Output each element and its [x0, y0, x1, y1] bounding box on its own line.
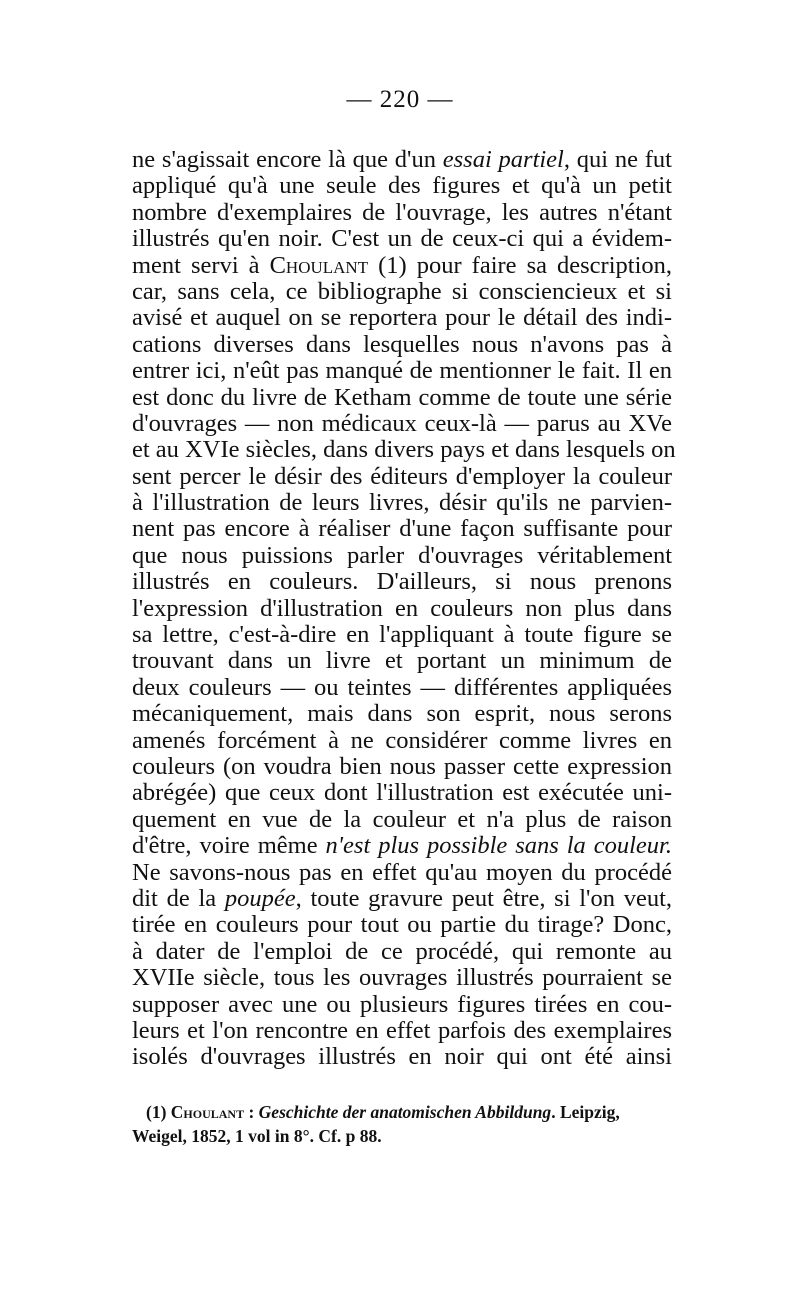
text-segment: et au XVIe siècles, dans divers pays et dans lesquels on	[132, 436, 676, 464]
text-segment: à l'illustration de leurs livres, désir qu'ils ne parvien-	[132, 489, 672, 517]
text-line	[132, 622, 672, 648]
text-line	[132, 596, 672, 622]
text-line	[132, 411, 672, 437]
text-segment: deux couleurs — ou teintes — différentes appliquées	[132, 673, 672, 701]
text-line	[132, 464, 672, 490]
text-segment: sa lettre, c'est-à-dire en l'appliquant à toute figure se	[132, 621, 672, 649]
text-line	[132, 385, 672, 411]
text-line	[132, 912, 672, 938]
text-segment: que nous puissions parler d'ouvrages véritablement	[132, 541, 672, 569]
text-segment: ne s'agissait encore là que d'un	[132, 146, 443, 173]
text-segment: illustrés en couleurs. D'ailleurs, si nous prenons	[132, 568, 672, 596]
text-segment: poupée	[224, 884, 296, 912]
body-text	[132, 146, 676, 1071]
text-segment: sent percer le désir des éditeurs d'employer la couleur	[132, 462, 672, 490]
text-line	[132, 516, 672, 542]
footnote-line	[132, 1124, 672, 1148]
text-line	[132, 147, 672, 173]
footnote-line	[132, 1100, 672, 1124]
text-segment: trouvant dans un livre et portant un minimum de	[132, 647, 672, 675]
text-segment: appliqué qu'à une seule des figures et qu'à un petit	[132, 172, 672, 200]
text-line	[132, 992, 672, 1018]
text-segment: Weigel, 1852, 1 vol in 8°. Cf. p 88.	[132, 1126, 382, 1146]
text-line	[132, 305, 672, 331]
text-line	[132, 200, 672, 226]
text-line	[132, 226, 672, 252]
text-line	[132, 543, 672, 569]
text-segment: essai partiel	[442, 146, 564, 173]
text-segment: . Leipzig,	[551, 1102, 620, 1122]
text-segment: d'ouvrages — non médicaux ceux-là — parus au XVe	[132, 409, 672, 437]
text-segment: n'est plus possible sans la couleur.	[325, 832, 672, 860]
text-segment: à dater de l'emploi de ce procédé, qui remonte au	[132, 937, 672, 965]
text-line	[132, 358, 672, 384]
text-segment: couleurs (on voudra bien nous passer cette expression	[132, 752, 672, 780]
text-line	[132, 1044, 672, 1070]
text-segment: mécaniquement, mais dans son esprit, nous serons	[132, 700, 672, 728]
text-segment: l'expression d'illustration en couleurs non plus dans	[132, 594, 672, 622]
text-line	[132, 332, 672, 358]
text-segment: amenés forcément à ne considérer comme livres en	[132, 726, 672, 754]
text-segment: cations diverses dans lesquelles nous n'avons pas à	[132, 330, 672, 358]
text-segment: entrer ici, n'eût pas manqué de mentionner le fait. Il en	[132, 357, 672, 385]
text-line	[132, 675, 672, 701]
page-number: — 220 —	[346, 86, 454, 113]
text-line	[132, 490, 672, 516]
text-segment: illustrés qu'en noir. C'est un de ceux-ci qui a évidem-	[132, 225, 672, 253]
text-segment: Choulant	[269, 251, 369, 279]
text-line	[132, 279, 672, 305]
text-segment: (1)	[146, 1102, 171, 1122]
text-segment: est donc du livre de Ketham comme de toute une série	[132, 383, 672, 411]
text-segment: nombre d'exemplaires de l'ouvrage, les autres n'étant	[132, 198, 672, 226]
text-segment: :	[244, 1102, 259, 1122]
text-segment: quement en vue de la couleur et n'a plus de raison	[132, 805, 672, 833]
text-segment: leurs et l'on rencontre en effet parfois des exemplaires	[132, 1016, 672, 1044]
text-segment: Geschichte der anatomischen Abbildung	[258, 1102, 552, 1122]
text-line	[132, 1018, 672, 1044]
text-segment: d'être, voire même	[132, 832, 326, 860]
text-segment: , toute gravure peut être, si l'on veut,	[295, 884, 673, 912]
text-segment: tirée en couleurs pour tout ou partie du tirage? Donc,	[132, 911, 672, 939]
text-segment: (1) pour faire sa description,	[368, 251, 672, 279]
text-line	[132, 436, 676, 464]
text-segment: supposer avec une ou plusieurs figures tirées en cou-	[132, 990, 672, 1018]
text-segment: , qui ne fut	[563, 146, 672, 173]
text-line	[132, 253, 672, 279]
text-line	[132, 886, 672, 912]
text-line	[132, 807, 672, 833]
text-segment: ment servi à	[132, 251, 270, 279]
text-segment: dit de la	[132, 884, 225, 912]
text-line	[132, 701, 672, 727]
text-segment: Choulant	[170, 1102, 245, 1122]
text-line	[132, 173, 672, 199]
text-line	[132, 833, 672, 859]
text-segment: isolés d'ouvrages illustrés en noir qui ont été ainsi	[132, 1043, 672, 1071]
text-line	[132, 569, 672, 595]
text-segment: car, sans cela, ce bibliographe si consciencieux et si	[132, 277, 672, 305]
footnote	[132, 1100, 672, 1148]
text-line	[132, 754, 672, 780]
text-line	[132, 939, 672, 965]
text-line	[132, 728, 672, 754]
text-segment: nent pas encore à réaliser d'une façon suffisante pour	[132, 515, 672, 543]
text-line	[132, 780, 672, 806]
text-line	[132, 648, 672, 674]
text-segment: Ne savons-nous pas en effet qu'au moyen du procédé	[132, 858, 672, 886]
text-line	[132, 860, 672, 886]
text-segment: avisé et auquel on se reportera pour le détail des indi-	[132, 304, 672, 332]
text-segment: XVIIe siècle, tous les ouvrages illustrés pourraient se	[132, 964, 672, 992]
text-line	[132, 965, 672, 991]
text-segment: abrégée) que ceux dont l'illustration est exécutée uni-	[132, 779, 672, 807]
